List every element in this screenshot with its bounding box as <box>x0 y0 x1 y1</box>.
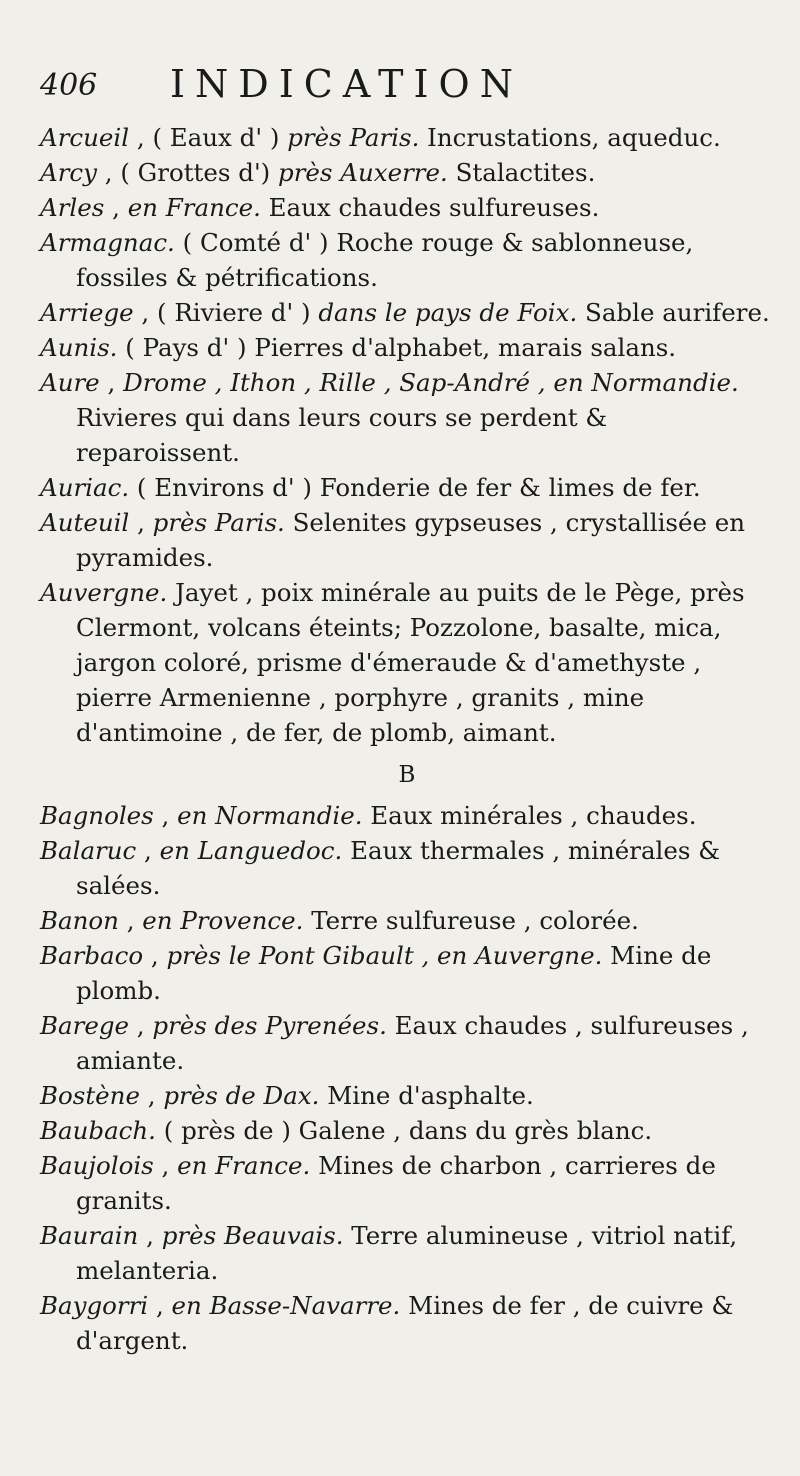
entry <box>40 1078 774 1113</box>
entry-place: Drome , Ithon , Rille , Sap-André , en Normandie. <box>123 368 739 397</box>
entry <box>40 1148 774 1218</box>
entry-description: Mine d'asphalte. <box>319 1081 534 1110</box>
entry <box>40 938 774 1008</box>
page-number: 406 <box>40 68 98 103</box>
entry-description: Stalactites. <box>447 158 596 187</box>
entry-name: Banon <box>40 906 119 935</box>
entry-name: Auteuil <box>40 508 130 537</box>
entry <box>40 1288 774 1358</box>
entry <box>40 903 774 938</box>
entry-place: en France. <box>127 193 261 222</box>
entry-description: Eaux chaudes , sulfureuses , amiante. <box>76 1011 749 1075</box>
entry-name: Arcy <box>40 158 97 187</box>
entry-description: Rivieres qui dans leurs cours se perdent & reparoissent. <box>76 403 608 467</box>
entry <box>40 1008 774 1078</box>
entry-name: Armagnac. <box>40 228 175 257</box>
entry-name: Baurain <box>40 1221 139 1250</box>
entry-separator: , ( Grottes d') <box>96 158 279 187</box>
entry-separator: , <box>136 836 160 865</box>
entry-place: dans le pays de Foix. <box>318 298 578 327</box>
entry <box>40 120 774 155</box>
entry-separator: , <box>138 1221 162 1250</box>
entry-separator: , ( Riviere d' ) <box>133 298 319 327</box>
entry-separator: , ( Eaux d' ) <box>129 123 288 152</box>
entry-description: Mine de plomb. <box>76 941 712 1005</box>
entry-description: Eaux thermales , minérales & salées. <box>76 836 721 900</box>
entry <box>40 330 774 365</box>
entry-name: Auvergne. <box>40 578 168 607</box>
entry-name: Baygorri <box>40 1291 149 1320</box>
entry-place: près des Pyrenées. <box>152 1011 387 1040</box>
entry-description: Incrustations, aqueduc. <box>419 123 721 152</box>
entry-place: près Paris. <box>287 123 420 152</box>
entry-place: près de Dax. <box>163 1081 320 1110</box>
entries-a <box>40 120 774 750</box>
entry-separator: , <box>129 508 153 537</box>
entry-description: Eaux minérales , chaudes. <box>362 801 697 830</box>
entry-name: Bostène <box>40 1081 140 1110</box>
entry-description: ( près de ) Galene , dans du grès blanc. <box>155 1116 653 1145</box>
entry-separator: , <box>99 368 124 397</box>
entry <box>40 1113 774 1148</box>
entry-description: Mines de charbon , carrieres de granits. <box>76 1151 716 1215</box>
page-header <box>40 62 774 120</box>
entry-description: ( Comté d' ) Roche rouge & sablonneuse, fossiles & pétrifications. <box>76 228 694 292</box>
entry-separator: , <box>143 941 167 970</box>
entry-name: Arles <box>40 193 105 222</box>
entry-place: près Beauvais. <box>161 1221 344 1250</box>
entry-list <box>40 120 774 1358</box>
entry-name: Auriac. <box>40 473 130 502</box>
entry <box>40 365 774 470</box>
entry-description: Jayet , poix minérale au puits de le Pège, près Clermont, volcans éteints; Pozzolone, basalte, mica, jargon coloré, prisme d'émeraude & d'amethyste , pierre Armenienne , porphyre , granits , mine d'antimoine , de fer, de plomb, aimant. <box>76 578 745 747</box>
entry <box>40 470 774 505</box>
entry-place: en Normandie. <box>177 801 363 830</box>
entry-description: Eaux chaudes sulfureuses. <box>260 193 600 222</box>
entry-separator: , <box>148 1291 172 1320</box>
entry <box>40 575 774 750</box>
entry-place: près le Pont Gibault , en Auvergne. <box>166 941 603 970</box>
entry-separator: , <box>153 1151 178 1180</box>
entry-name: Barege <box>40 1011 130 1040</box>
entry-place: près Paris. <box>152 508 285 537</box>
entry <box>40 295 774 330</box>
entry-description: Terre alumineuse , vitriol natif, melanteria. <box>76 1221 738 1285</box>
entry-separator: , <box>153 801 178 830</box>
entry <box>40 190 774 225</box>
entry <box>40 1218 774 1288</box>
entry-separator: , <box>118 906 143 935</box>
entry-separator: , <box>104 193 128 222</box>
entry-description: Mines de fer , de cuivre & d'argent. <box>76 1291 734 1355</box>
entry <box>40 833 774 903</box>
entry-name: Arriege <box>40 298 134 327</box>
entry-name: Bagnoles <box>40 801 154 830</box>
entry-separator: , <box>129 1011 153 1040</box>
entry <box>40 225 774 295</box>
entry-place: en Languedoc. <box>159 836 343 865</box>
section-letter: B <box>398 762 416 788</box>
entry-name: Arcueil <box>40 123 130 152</box>
entry-description: Sable aurifere. <box>577 298 770 327</box>
entry-description: Selenites gypseuses , crystallisée en pyramides. <box>76 508 746 572</box>
entry-description: Terre sulfureuse , colorée. <box>303 906 639 935</box>
entry <box>40 505 774 575</box>
entry-separator: , <box>139 1081 164 1110</box>
entry-description: ( Pays d' ) Pierres d'alphabet, marais salans. <box>117 333 677 362</box>
entry-name: Aure <box>40 368 100 397</box>
entry-description: ( Environs d' ) Fonderie de fer & limes de fer. <box>129 473 701 502</box>
entry-name: Baubach. <box>40 1116 156 1145</box>
entries-b <box>40 798 774 1358</box>
entry-place: en Provence. <box>142 906 304 935</box>
running-head: INDICATION <box>170 62 523 106</box>
entry-place: près Auxerre. <box>278 158 448 187</box>
entry <box>40 798 774 833</box>
entry-place: en Basse-Navarre. <box>171 1291 401 1320</box>
entry <box>40 155 774 190</box>
entry-place: en France. <box>177 1151 311 1180</box>
entry-name: Balaruc <box>40 836 137 865</box>
entry-name: Barbaco <box>40 941 144 970</box>
entry-name: Baujolois <box>40 1151 154 1180</box>
entry-name: Aunis. <box>40 333 118 362</box>
